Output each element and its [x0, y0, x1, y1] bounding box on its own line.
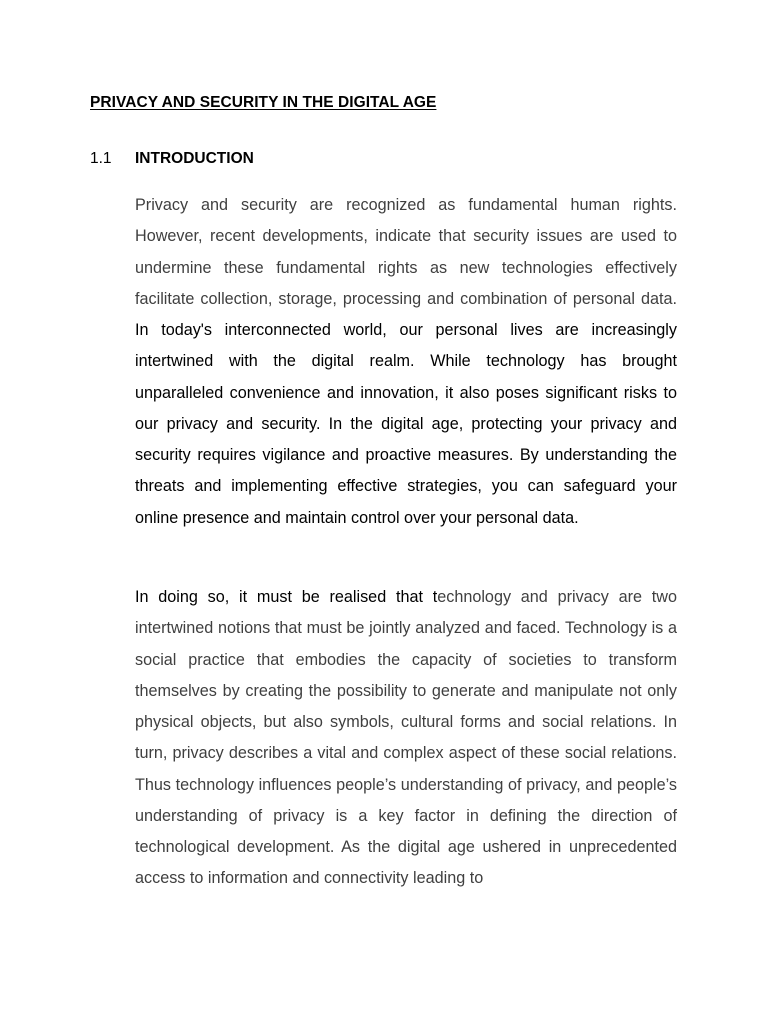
- paragraph-1: [135, 190, 677, 534]
- section-heading: INTRODUCTION: [135, 150, 254, 167]
- section-number: 1.1: [90, 150, 112, 167]
- paragraph-1-part-a: Privacy and security are recognized as fundamental human rights. However, recent developments, indicate that security issues are used to undermine these fundamental rights as new technologies effectively facilitate collection, storage, processing and combination of personal data.: [135, 196, 677, 308]
- paragraph-2: [135, 582, 677, 895]
- paragraph-2-part-a: In doing so, it must be realised that t: [135, 588, 438, 606]
- document-title: PRIVACY AND SECURITY IN THE DIGITAL AGE: [90, 94, 437, 111]
- paragraph-2-part-b: echnology and privacy are two intertwined notions that must be jointly analyzed and faced. Technology is a social practice that embodies the capacity of societies to transform themselves by creating the possibility to generate and manipulate not only physical objects, but also symbols, cultural forms and social relations. In turn, privacy describes a vital and complex aspect of these social relations. Thus technology influences people’s understanding of privacy, and people’s understanding of privacy is a key factor in defining the direction of technological development. As the digital age ushered in unprecedented access to information and connectivity leading to: [135, 588, 677, 888]
- paragraph-1-part-b: In today's interconnected world, our personal lives are increasingly intertwined with the digital realm. While technology has brought unparalleled convenience and innovation, it also poses significant risks to our privacy and security. In the digital age, protecting your privacy and security requires vigilance and proactive measures. By understanding the threats and implementing effective strategies, you can safeguard your online presence and maintain control over your personal data.: [135, 321, 677, 527]
